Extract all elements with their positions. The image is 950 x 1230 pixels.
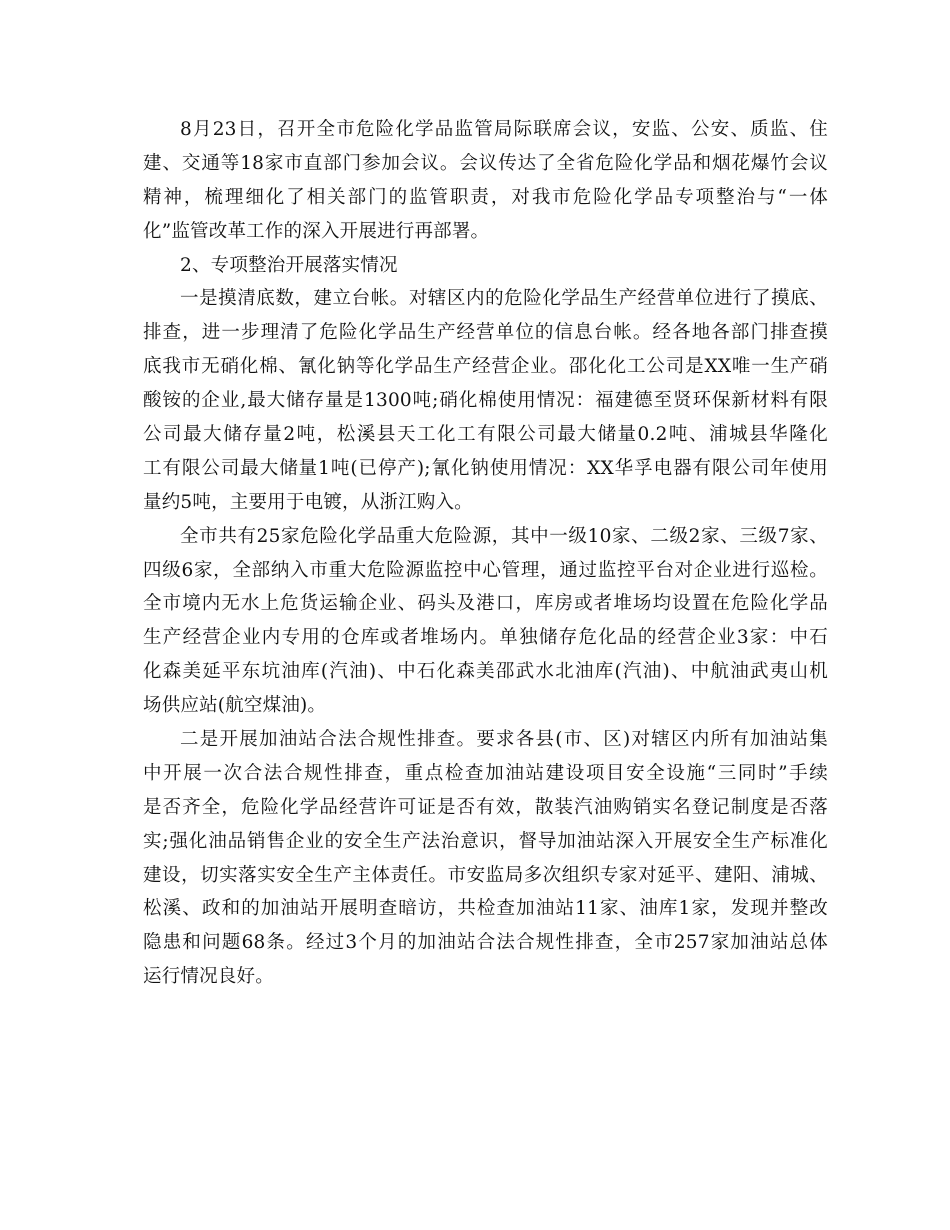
paragraph-gas-station-line-6: 松溪、政和的加油站开展明查暗访，共检查加油站11家、油库1家，发现并整改: [143, 898, 828, 920]
paragraph-survey-line-3: 底我市无硝化棉、氰化钠等化学品生产经营企业。邵化化工公司是XX唯一生产硝: [143, 356, 828, 378]
paragraph-hazard-line-3: 全市境内无水上危货运输企业、码头及港口，库房或者堆场均设置在危险化学品: [143, 593, 828, 615]
paragraph-hazard-line-2: 四级6家，全部纳入市重大危险源监控中心管理，通过监控平台对企业进行巡检。: [143, 559, 828, 581]
paragraph-meeting-line-4: 化”监管改革工作的深入开展进行再部署。: [143, 220, 490, 242]
paragraph-survey-line-2: 排查，进一步理清了危险化学品生产经营单位的信息台帐。经各地各部门排查摸: [143, 322, 828, 344]
paragraph-meeting-line-3: 精神，梳理细化了相关部门的监管职责，对我市危险化学品专项整治与“一体: [143, 186, 828, 208]
document-body: [143, 113, 828, 994]
paragraph-survey-line-4: 酸铵的企业,最大储存量是1300吨;硝化棉使用情况：福建德至贤环保新材料有限: [143, 390, 828, 412]
paragraph-meeting-line-1: 8月23日，召开全市危险化学品监管局际联席会议，安监、公安、质监、住: [180, 119, 828, 140]
paragraph-gas-station-line-8: 运行情况良好。: [143, 966, 274, 988]
paragraph-gas-station-line-7: 隐患和问题68条。经过3个月的加油站合法合规性排查，全市257家加油站总体: [143, 932, 828, 954]
paragraph-hazard-line-6: 场供应站(航空煤油)。: [143, 695, 327, 717]
paragraph-hazard-line-5: 化森美延平东坑油库(汽油)、中石化森美邵武水北油库(汽油)、中航油武夷山机: [143, 661, 828, 683]
paragraph-gas-station-line-1: 二是开展加油站合法合规性排查。要求各县(市、区)对辖区内所有加油站集: [180, 729, 828, 751]
paragraph-survey-line-6: 工有限公司最大储量1吨(已停产);氰化钠使用情况：XX华孚电器有限公司年使用: [143, 457, 828, 479]
paragraph-hazard-line-1: 全市共有25家危险化学品重大危险源，其中一级10家、二级2家、三级7家、: [180, 525, 828, 547]
paragraph-gas-station-line-3: 是否齐全，危险化学品经营许可证是否有效，散装汽油购销实名登记制度是否落: [143, 796, 828, 818]
paragraph-gas-station-line-2: 中开展一次合法合规性排查，重点检查加油站建设项目安全设施“三同时”手续: [143, 762, 828, 784]
paragraph-survey-line-5: 公司最大储存量2吨，松溪县天工化工有限公司最大储量0.2吨、浦城县华隆化: [143, 424, 828, 446]
paragraph-hazard-line-4: 生产经营企业内专用的仓库或者堆场内。单独储存危化品的经营企业3家：中石: [143, 627, 828, 649]
paragraph-meeting-line-2: 建、交通等18家市直部门参加会议。会议传达了全省危险化学品和烟花爆竹会议: [143, 152, 828, 174]
paragraph-survey-line-7: 量约5吨，主要用于电镀，从浙江购入。: [143, 491, 473, 513]
paragraph-gas-station-line-5: 建设，切实落实安全生产主体责任。市安监局多次组织专家对延平、建阳、浦城、: [143, 864, 828, 886]
paragraph-survey-line-1: 一是摸清底数，建立台帐。对辖区内的危险化学品生产经营单位进行了摸底、: [180, 288, 828, 310]
section-heading: 2、专项整治开展落实情况: [180, 254, 398, 276]
paragraph-gas-station-line-4: 实;强化油品销售企业的安全生产法治意识，督导加油站深入开展安全生产标准化: [143, 830, 828, 852]
